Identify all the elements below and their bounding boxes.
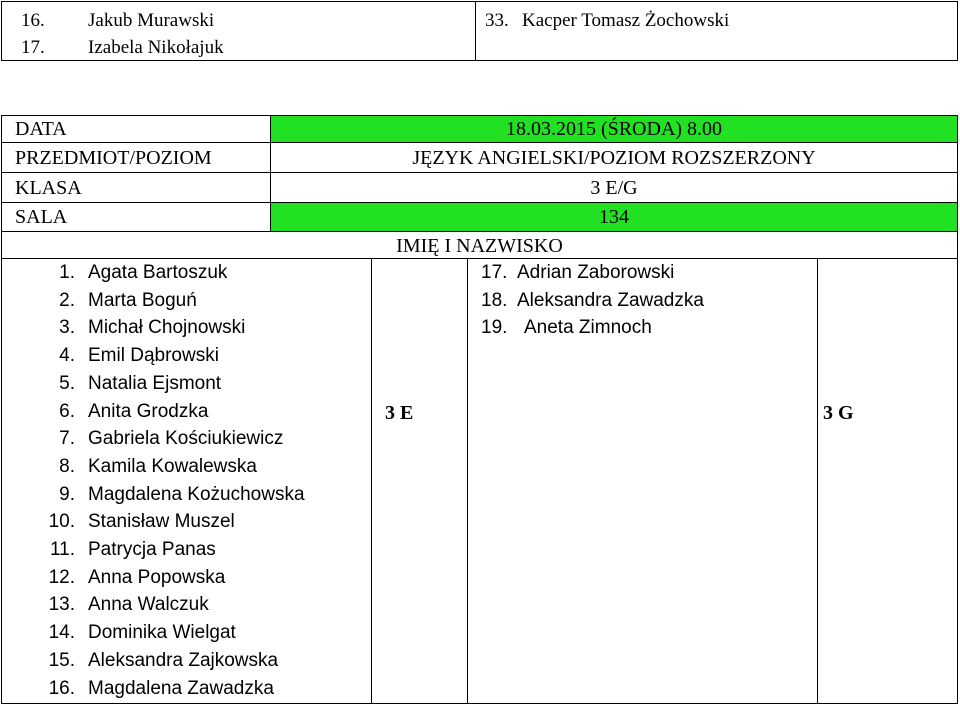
student-number: 8. bbox=[59, 456, 75, 477]
room-value: 134 bbox=[599, 206, 629, 228]
student-name: Stanisław Muszel bbox=[88, 511, 235, 532]
student-number: 15. bbox=[48, 650, 75, 671]
subject-value: JĘZYK ANGIELSKI/POZIOM ROZSZERZONY bbox=[412, 147, 816, 169]
student-name: Anna Walczuk bbox=[88, 594, 209, 615]
student-name: Aleksandra Zajkowska bbox=[88, 650, 279, 671]
student-name: Marta Boguń bbox=[88, 290, 197, 311]
student-number: 10. bbox=[48, 511, 75, 532]
student-number: 5. bbox=[59, 373, 75, 394]
top-right-num-1: 33. bbox=[485, 10, 509, 31]
student-number: 9. bbox=[59, 484, 75, 505]
student-number: 11. bbox=[49, 539, 75, 560]
class-e-label: 3 E bbox=[385, 402, 414, 424]
student-name: Michał Chojnowski bbox=[88, 317, 246, 338]
student-name: Emil Dąbrowski bbox=[88, 345, 219, 366]
student-number: 17. bbox=[481, 262, 508, 283]
student-number: 1. bbox=[59, 262, 75, 283]
class-value: 3 E/G bbox=[590, 177, 638, 199]
student-number: 7. bbox=[59, 428, 75, 449]
student-name: Anna Popowska bbox=[88, 567, 226, 588]
student-name: Adrian Zaborowski bbox=[517, 262, 675, 283]
student-name: Kamila Kowalewska bbox=[88, 456, 257, 477]
top-left-num-2: 17. bbox=[21, 37, 45, 58]
student-name: Agata Bartoszuk bbox=[88, 262, 228, 283]
student-number: 4. bbox=[59, 345, 75, 366]
names-header: IMIĘ I NAZWISKO bbox=[396, 235, 563, 257]
student-name: Gabriela Kościukiewicz bbox=[88, 428, 284, 449]
room-label: SALA bbox=[15, 206, 68, 228]
student-number: 12. bbox=[48, 567, 75, 588]
student-number: 14. bbox=[48, 622, 75, 643]
class-g-label: 3 G bbox=[823, 402, 854, 424]
subject-label: PRZEDMIOT/POZIOM bbox=[15, 147, 212, 169]
top-right-name-1: Kacper Tomasz Żochowski bbox=[522, 10, 730, 31]
student-name: Dominika Wielgat bbox=[88, 622, 236, 643]
top-left-num-1: 16. bbox=[21, 10, 45, 31]
student-name: Magdalena Zawadzka bbox=[88, 678, 274, 699]
student-number: 16. bbox=[48, 678, 75, 699]
student-name: Anita Grodzka bbox=[88, 401, 209, 422]
student-number: 6. bbox=[59, 401, 75, 422]
student-name: Magdalena Kożuchowska bbox=[88, 484, 305, 505]
student-number: 3. bbox=[59, 317, 75, 338]
student-name: Natalia Ejsmont bbox=[88, 373, 222, 394]
student-number: 18. bbox=[481, 290, 508, 311]
top-left-name-2: Izabela Nikołajuk bbox=[88, 37, 224, 58]
student-number: 2. bbox=[59, 290, 75, 311]
class-label: KLASA bbox=[15, 177, 82, 199]
student-number: 13. bbox=[48, 594, 75, 615]
student-name: Aneta Zimnoch bbox=[524, 317, 652, 338]
student-name: Aleksandra Zawadzka bbox=[517, 290, 704, 311]
student-name: Patrycja Panas bbox=[88, 539, 216, 560]
date-value: 18.03.2015 (ŚRODA) 8.00 bbox=[505, 118, 723, 140]
student-number: 19. bbox=[481, 317, 508, 338]
date-label: DATA bbox=[15, 118, 67, 140]
top-left-name-1: Jakub Murawski bbox=[88, 10, 215, 31]
